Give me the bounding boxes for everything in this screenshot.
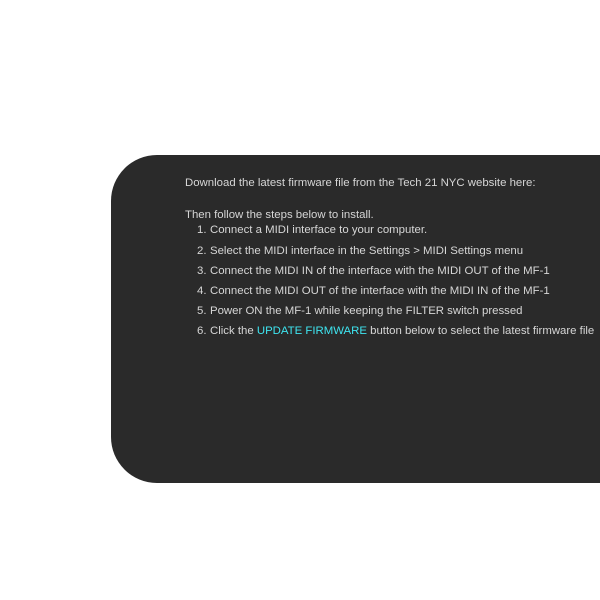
update-firmware-link[interactable]: UPDATE FIRMWARE — [256, 325, 367, 337]
step-6-suffix: button below to select the latest firmware file — [366, 325, 595, 337]
step-2 — [185, 244, 600, 258]
step-number: 4. — [197, 285, 207, 297]
step-5 — [185, 304, 600, 318]
follow-steps-text: Then follow the steps below to install. — [185, 209, 374, 221]
step-number: 6. — [197, 325, 207, 337]
intro-text: Download the latest firmware file from the Tech 21 NYC website here: — [185, 177, 536, 189]
step-number: 2. — [197, 245, 207, 257]
step-number: 3. — [197, 265, 207, 277]
step-number: 5. — [197, 305, 207, 317]
step-4 — [185, 284, 600, 298]
step-6 — [185, 324, 600, 338]
firmware-instructions — [185, 176, 600, 344]
step-6-prefix: Click the — [210, 325, 257, 337]
install-steps-list — [185, 223, 600, 338]
step-text: Connect the MIDI IN of the interface with the MIDI OUT of the MF-1 — [210, 265, 550, 277]
step-text: Power ON the MF-1 while keeping the FILTER switch pressed — [210, 305, 523, 317]
step-text: Connect a MIDI interface to your computer. — [210, 224, 428, 236]
step-text: Select the MIDI interface in the Settings > MIDI Settings menu — [210, 245, 524, 257]
step-text: Connect the MIDI OUT of the interface with the MIDI IN of the MF-1 — [210, 285, 550, 297]
step-1 — [185, 223, 600, 237]
step-number: 1. — [197, 224, 207, 236]
step-3 — [185, 264, 600, 278]
